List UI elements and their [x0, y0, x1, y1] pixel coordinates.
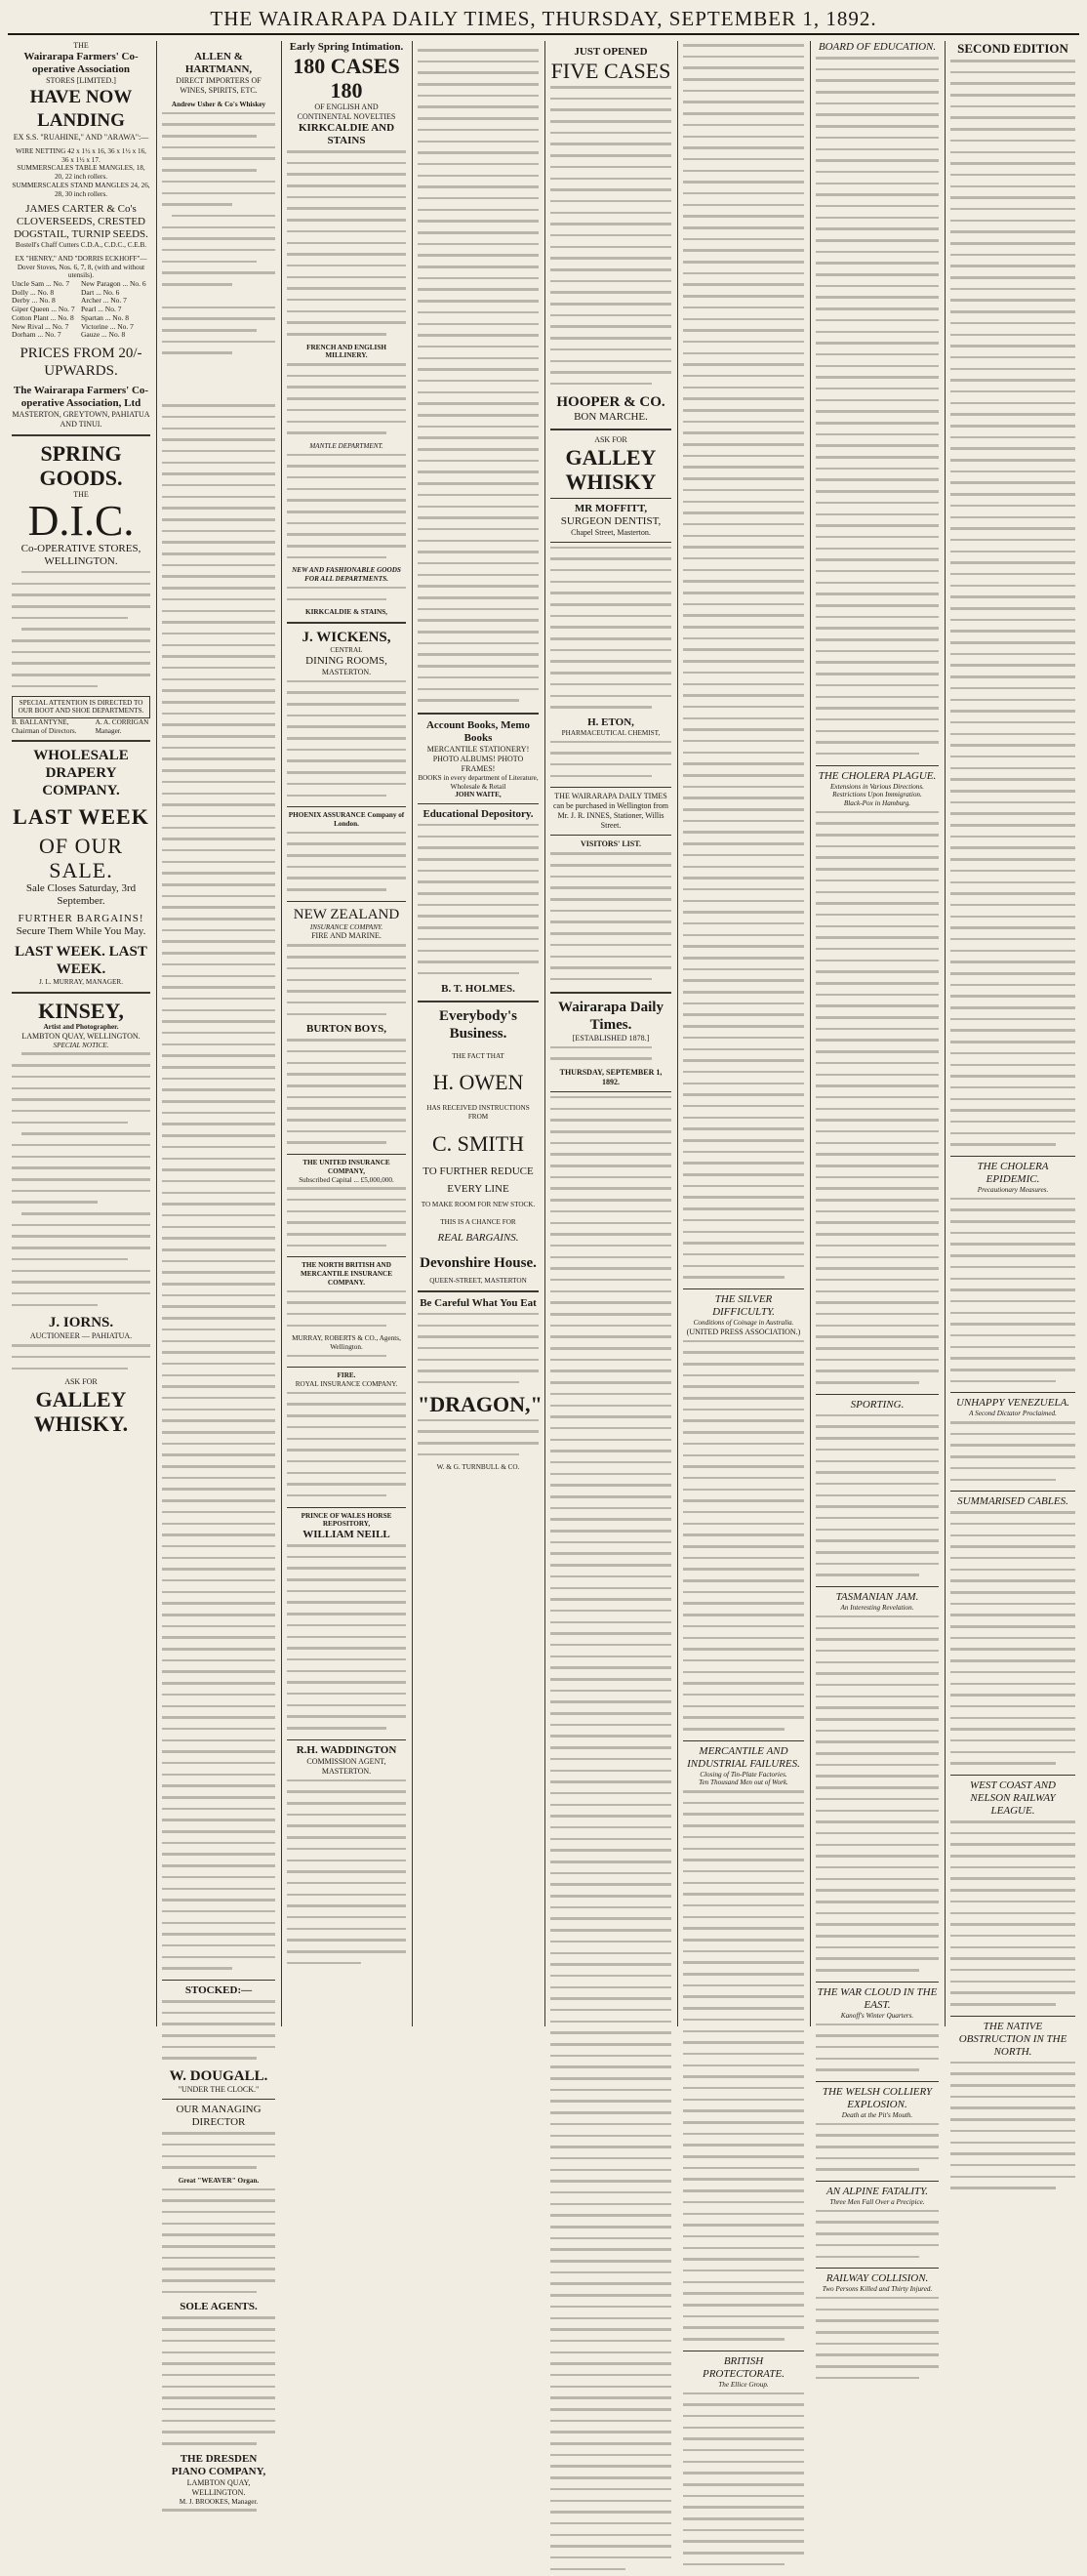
- iorns-sub: AUCTIONEER — PAHIATUA.: [29, 1331, 133, 1341]
- mantle-dept: MANTLE DEPARTMENT.: [309, 441, 383, 450]
- closing-tinplate: Closing of Tin-Plate Factories.: [700, 1770, 787, 1779]
- kirkcaldie: KIRKCALDIE AND STAINS: [298, 122, 395, 146]
- stove-item: Uncle Sam ... No. 7: [12, 279, 70, 289]
- managing-body: [162, 2132, 275, 2175]
- sporting: SPORTING.: [850, 1398, 905, 1411]
- waddington-body: [287, 1779, 406, 1971]
- whisky: WHISKY: [565, 469, 657, 494]
- silver-difficulty: THE SILVER DIFFICULTY.: [712, 1292, 775, 1318]
- silver-body: [683, 1340, 804, 1737]
- kinsey-sub: Artist and Photographer.: [43, 1023, 119, 1032]
- assoc-sub: STORES [LIMITED.]: [46, 76, 116, 85]
- corrigan: A. A. CORRIGAN Manager.: [95, 717, 149, 735]
- prince-wales: PRINCE OF WALES HORSE REPOSITORY,: [301, 1511, 392, 1529]
- special-notice: SPECIAL NOTICE.: [53, 1041, 109, 1049]
- cholera-body: [816, 811, 939, 1390]
- great-weaver: Great "WEAVER" Organ.: [178, 2176, 260, 2185]
- fire: FIRE.: [337, 1371, 356, 1380]
- dresden: THE DRESDEN PIANO COMPANY,: [171, 2452, 266, 2477]
- places: MASTERTON, GREYTOWN, PAHIATUA AND TINUI.: [12, 409, 150, 429]
- fashion-body: [287, 587, 406, 606]
- dover-stoves: Dover Stoves, Nos. 6, 7, 8, (with and without utensils).: [17, 263, 145, 280]
- col6-top: [683, 44, 804, 1285]
- sole-agents: SOLE AGENTS.: [180, 2301, 258, 2313]
- ellice-group: The Ellice Group.: [718, 2380, 769, 2389]
- war-body: [816, 2024, 939, 2077]
- board-education: BOARD OF EDUCATION.: [818, 41, 937, 53]
- burton-boys: BURTON BOYS,: [306, 1023, 386, 1036]
- galley-whisky: GALLEY WHISKY.: [33, 1387, 129, 1437]
- iorns-body: [12, 1344, 150, 1375]
- assoc-ltd: The Wairarapa Farmers' Co-operative Association, Ltd: [13, 384, 149, 409]
- surgeon-dentist: SURGEON DENTIST,: [560, 514, 662, 527]
- dougall-sub: "UNDER THE CLOCK.": [178, 2085, 260, 2095]
- visitors-list: VISITORS' LIST.: [581, 839, 641, 849]
- black-pox: Black-Pox in Hamburg.: [843, 799, 911, 808]
- kinsey-addr: LAMBTON QUAY, WELLINGTON.: [21, 1031, 141, 1041]
- col4-top: [418, 49, 539, 708]
- cables-body: [950, 1511, 1075, 1771]
- motto: [550, 1046, 671, 1066]
- john-waite: JOHN WAITE,: [455, 791, 502, 799]
- dining-rooms: DINING ROOMS,: [305, 654, 387, 667]
- prices: PRICES FROM 20/- UPWARDS.: [20, 345, 142, 379]
- stove-item: Dart ... No. 6: [81, 287, 120, 297]
- hooper: HOOPER & CO.: [556, 393, 665, 410]
- of-our-sale: OF OUR SALE.: [38, 834, 124, 883]
- masthead: THE WAIRARAPA DAILY TIMES, THURSDAY, SEPTEMBER 1, 1892.: [8, 6, 1079, 35]
- iorns: J. IORNS.: [48, 1315, 114, 1331]
- assoc-the: THE: [73, 41, 89, 50]
- stove-item: Archer ... No. 7: [81, 296, 127, 306]
- murray-manager: J. L. MURRAY, MANAGER.: [38, 978, 124, 987]
- west-coast: WEST COAST AND NELSON RAILWAY LEAGUE.: [969, 1779, 1057, 1818]
- jam-body: [816, 1615, 939, 1978]
- educational-body: [418, 824, 539, 981]
- kanoff: Kanoff's Winter Quarters.: [840, 2011, 914, 2020]
- column-4: [414, 41, 543, 2026]
- col2-body-a: [162, 404, 275, 1976]
- chapel-street: Chapel Street, Masterton.: [571, 527, 651, 537]
- spring-goods: SPRING GOODS.: [39, 440, 123, 490]
- sale-closes: Sale Closes Saturday, 3rd September.: [25, 882, 137, 908]
- precaution-body: [950, 1198, 1075, 1389]
- stove-item: Gauze ... No. 8: [81, 330, 126, 340]
- north-british: THE NORTH BRITISH AND MERCANTILE INSURANCE COMPANY.: [300, 1261, 393, 1287]
- restrictions: Restrictions Upon Immigration.: [832, 791, 922, 799]
- william-neill: WILLIAM NEILL: [302, 1529, 390, 1541]
- editorial-body: [550, 1096, 671, 2576]
- alpine-body: [816, 2210, 939, 2264]
- owen: H. OWEN: [432, 1070, 524, 1095]
- the-fact: THE FACT THAT: [452, 1051, 504, 1060]
- three-men: Three Men Fall Over a Precipice.: [829, 2198, 925, 2207]
- smith: C. SMITH: [431, 1130, 525, 1156]
- railway-collision: RAILWAY COLLISION.: [825, 2272, 929, 2285]
- be-careful: Be Careful What You Eat: [420, 1296, 537, 1309]
- assoc-name: Wairarapa Farmers' Co-operative Association: [23, 51, 139, 75]
- stove-item: Victorine ... No. 7: [81, 321, 134, 331]
- ballantyne: B. BALLANTYNE, Chairman of Directors.: [12, 717, 77, 735]
- wickens-masterton: MASTERTON.: [321, 667, 372, 676]
- welsh-body: [816, 2123, 939, 2177]
- this-is: THIS IS A CHANCE FOR: [440, 1218, 516, 1227]
- nb-body: [287, 1290, 406, 1333]
- neill-body: [287, 1544, 406, 1736]
- everybodys-business: Everybody's Business.: [438, 1007, 517, 1042]
- railway-body: [816, 2297, 939, 2386]
- stocked-body: [162, 2000, 275, 2065]
- interesting: An Interesting Revelation.: [840, 1604, 914, 1613]
- devonshire: Devonshire House.: [420, 1255, 537, 1272]
- cloverseeds: CLOVERSEEDS, CRESTED DOGSTAIL, TURNIP SEEDS.: [14, 216, 148, 241]
- sole-agents-body: [162, 2316, 275, 2450]
- stoves-table: [12, 280, 150, 340]
- wairarapa-daily-times: Wairarapa Daily Times.: [558, 999, 664, 1033]
- column-7: [812, 41, 943, 2294]
- dic-the: THE: [73, 489, 89, 499]
- our-managing: OUR MANAGING DIRECTOR: [176, 2104, 262, 2129]
- second-dictator: A Second Dictator Proclaimed.: [969, 1410, 1057, 1418]
- eton: H. ETON,: [587, 716, 634, 728]
- welsh-colliery: THE WELSH COLLIERY EXPLOSION.: [822, 2085, 933, 2110]
- phoenix-body: [287, 832, 406, 897]
- united-body: [287, 1187, 406, 1252]
- murray-roberts: MURRAY, ROBERTS & CO., Agents, Wellington.: [292, 1334, 401, 1351]
- allen-list: [162, 112, 275, 292]
- united-insurance: THE UNITED INSURANCE COMPANY,: [302, 1159, 390, 1175]
- column-5: [546, 41, 675, 2026]
- visitors-body: [550, 852, 671, 986]
- united-press: (UNITED PRESS ASSOCIATION.): [686, 1327, 801, 1336]
- stove-item: Dorham ... No. 7: [12, 330, 61, 340]
- french-millinery: FRENCH AND ENGLISH MILLINERY.: [306, 343, 386, 360]
- wdt-note: THE WAIRARAPA DAILY TIMES can be purchased in Wellington from Mr. J. R. INNES, Stationer, Willis Street.: [552, 792, 669, 831]
- books-literature: BOOKS in every department of Literature, Wholesale & Retail: [418, 773, 539, 791]
- columns: [8, 35, 1079, 2506]
- dougall: W. DOUGALL.: [169, 2068, 268, 2085]
- education-body: [816, 57, 939, 761]
- ten-thousand: Ten Thousand Men out of Work.: [699, 1779, 788, 1787]
- real-bargains: REAL BARGAINS.: [437, 1232, 519, 1245]
- venezuela-body: [950, 1421, 1075, 1487]
- stove-item: New Rival ... No. 7: [12, 321, 69, 331]
- pharmaceutical: PHARMACEUTICAL CHEMIST,: [561, 728, 661, 737]
- cholera-plague: THE CHOLERA PLAGUE.: [818, 769, 937, 782]
- kinsey-body: [12, 1052, 150, 1312]
- nb-body-2: [287, 1355, 406, 1364]
- account-books: Account Books, Memo Books: [425, 718, 531, 744]
- failures-body: [683, 1790, 804, 2347]
- eton-intro: [550, 547, 671, 715]
- dragon-body: [418, 1419, 539, 1462]
- dresden-addr: LAMBTON QUAY, WELLINGTON.: [186, 2477, 251, 2497]
- dic: D.I.C.: [27, 496, 135, 545]
- alpine-fatality: AN ALPINE FATALITY.: [825, 2186, 929, 2198]
- dic-sub: Co-OPERATIVE STORES, WELLINGTON.: [20, 542, 141, 567]
- every-line: EVERY LINE: [447, 1182, 509, 1195]
- column-1: [8, 41, 154, 2026]
- unhappy-venezuela: UNHAPPY VENEZUELA.: [955, 1397, 1070, 1410]
- french-body: [287, 363, 406, 440]
- column-8: [946, 41, 1079, 2058]
- royal-insurance: ROYAL INSURANCE COMPANY.: [295, 1380, 398, 1389]
- ask-for-2: ASK FOR: [594, 434, 627, 444]
- queen-street: QUEEN-STREET, MASTERTON: [429, 1277, 527, 1286]
- ellice-body: [683, 2392, 804, 2572]
- precautionary: Precautionary Measures.: [977, 1186, 1049, 1194]
- summarised-cables: SUMMARISED CABLES.: [957, 1495, 1068, 1508]
- ex-ships: EX S.S. "RUAHINE," AND "ARAWA":—: [13, 133, 149, 142]
- andrew-usher: Andrew Usher & Co's Whiskey: [171, 101, 266, 108]
- eton-body: [550, 741, 671, 784]
- mantle-body: [287, 454, 406, 565]
- mercantile-failures: MERCANTILE AND INDUSTRIAL FAILURES.: [687, 1744, 800, 1770]
- column-3: [283, 41, 410, 2026]
- five-cases-body: [550, 86, 671, 391]
- new-zealand: NEW ZEALAND: [293, 906, 400, 922]
- stocked: STOCKED:—: [184, 1984, 253, 1997]
- ask-for: ASK FOR: [64, 1377, 98, 1387]
- allen-list-2: [162, 307, 275, 360]
- bon-marche: BON MARCHE.: [574, 410, 648, 423]
- royal-body: [287, 1392, 406, 1503]
- british-protectorate: BRITISH PROTECTORATE.: [702, 2354, 785, 2380]
- summerscales-1: SUMMERSCALES TABLE MANGLES, 18, 20, 22 inch rollers.: [17, 164, 145, 182]
- just-opened: JUST OPENED: [574, 46, 648, 58]
- dresden-foot: [162, 2509, 275, 2517]
- stove-item: Cotton Plant ... No. 8: [12, 312, 74, 322]
- stove-item: Derby ... No. 8: [12, 296, 56, 306]
- wickens-body: [287, 680, 406, 803]
- careful-body: [418, 1313, 539, 1390]
- holmes: B. T. HOLMES.: [441, 982, 515, 995]
- native-body: [950, 2062, 1075, 2195]
- stove-item: Pearl ... No. 7: [81, 305, 122, 314]
- wholesale-drapery: WHOLESALE DRAPERY COMPANY.: [33, 748, 129, 799]
- subscribed-capital: Subscribed Capital ... £5,000,000.: [299, 1175, 394, 1184]
- wickens: J. WICKENS,: [302, 629, 391, 645]
- cholera-epidemic: THE CHOLERA EPIDEMIC.: [977, 1161, 1049, 1185]
- kirkcaldie-2: KIRKCALDIE & STAINS,: [305, 608, 387, 617]
- last-week: LAST WEEK: [13, 804, 149, 830]
- bostell: Bostell's Chaff Cutters C.D.A., C.D.C., C.E.B.: [15, 241, 147, 250]
- second-edition: SECOND EDITION: [957, 41, 1068, 56]
- second-body: [950, 60, 1075, 1152]
- ex-henry: EX "HENRY," AND "DORRIS ECKHOFF"—: [15, 254, 147, 263]
- stove-item: Dolly ... No. 8: [12, 287, 55, 297]
- kinsey: KINSEY,: [38, 999, 124, 1024]
- west-coast-body: [950, 1820, 1075, 2012]
- stove-item: Giper Queen ... No. 7: [12, 305, 75, 314]
- turnbull: W. & G. TURNBULL & CO.: [436, 1463, 520, 1472]
- new-fashionable: NEW AND FASHIONABLE GOODS FOR ALL DEPARTMENTS.: [292, 566, 401, 584]
- make-room: TO MAKE ROOM FOR NEW STOCK.: [421, 1200, 536, 1208]
- nz-body: [287, 944, 406, 1021]
- five-cases: FIVE CASES: [550, 59, 671, 83]
- two-persons: Two Persons Killed and Thirty Injured.: [822, 2285, 933, 2294]
- death-pit: Death at the Pit's Mouth.: [841, 2110, 913, 2119]
- further-bargains: FURTHER BARGAINS!: [18, 913, 144, 925]
- special-attention: SPECIAL ATTENTION IS DIRECTED TO OUR BOOT AND SHOE DEPARTMENTS.: [12, 696, 150, 718]
- received: HAS RECEIVED INSTRUCTIONS FROM: [426, 1104, 530, 1122]
- stove-item: New Paragon ... No. 6: [81, 279, 146, 289]
- waddington-sub: COMMISSION AGENT, MASTERTON.: [306, 1756, 386, 1776]
- column-2: [158, 41, 279, 2506]
- extensions: Extensions in Various Directions.: [830, 782, 924, 791]
- secure-them: Secure Them While You May.: [16, 925, 146, 938]
- wire-netting: WIRE NETTING 42 x 1½ x 16, 36 x 1½ x 16, 36 x 1½ x 17.: [16, 147, 146, 164]
- dic-body: [12, 571, 150, 694]
- established: [ESTABLISHED 1878.]: [572, 1033, 650, 1043]
- waddington: R.H. WADDINGTON: [296, 1743, 397, 1756]
- galley: GALLEY: [565, 444, 657, 470]
- cases-180: 180 CASES 180: [293, 54, 400, 102]
- allen-hartmann: ALLEN & HARTMANN,: [184, 51, 253, 75]
- phoenix: PHOENIX ASSURANCE Company of London.: [288, 811, 405, 828]
- brookes: M. J. BROOKES, Manager.: [179, 2497, 259, 2506]
- issue-date: THURSDAY, SEPTEMBER 1, 1892.: [559, 1067, 663, 1086]
- column-6: [679, 41, 808, 2389]
- burton-body: [287, 1039, 406, 1150]
- carter: JAMES CARTER & Co's: [25, 203, 137, 216]
- early-spring: Early Spring Intimation.: [289, 41, 404, 53]
- english-novelties: OF ENGLISH AND CONTINENTAL NOVELTIES: [297, 102, 396, 121]
- allen-sub: DIRECT IMPORTERS OF WINES, SPIRITS, ETC.: [176, 76, 262, 95]
- war-cloud: THE WAR CLOUD IN THE EAST.: [817, 1985, 938, 2011]
- native-obstruction: THE NATIVE OBSTRUCTION IN THE NORTH.: [958, 2020, 1067, 2058]
- conditions-coinage: Conditions of Coinage in Australia.: [693, 1318, 794, 1327]
- tasmanian-jam: TASMANIAN JAM.: [835, 1591, 919, 1604]
- educational: Educational Depository.: [423, 807, 534, 820]
- stove-item: Spartan ... No. 8: [81, 312, 129, 322]
- last-week-2: LAST WEEK. LAST WEEK.: [15, 944, 147, 978]
- have-now-landing: HAVE NOW LANDING: [29, 87, 133, 131]
- further-reduce: TO FURTHER REDUCE: [423, 1165, 534, 1177]
- fire-marine: FIRE AND MARINE.: [311, 931, 382, 941]
- sporting-body: [816, 1414, 939, 1582]
- summerscales-2: SUMMERSCALES STAND MANGLES 24, 26, 28, 30 inch rollers.: [12, 181, 150, 198]
- mercantile-stationery: MERCANTILE STATIONERY! PHOTO ALBUMS! PHOTO FRAMES!: [426, 744, 530, 773]
- weaver-body: [162, 2188, 275, 2300]
- moffitt: MR MOFFITT,: [574, 502, 648, 514]
- wickens-central: CENTRAL: [330, 645, 363, 654]
- dragon: "DRAGON,": [418, 1391, 543, 1416]
- kirk-body: [287, 150, 406, 342]
- nz-insurance: INSURANCE COMPANY.: [309, 922, 383, 931]
